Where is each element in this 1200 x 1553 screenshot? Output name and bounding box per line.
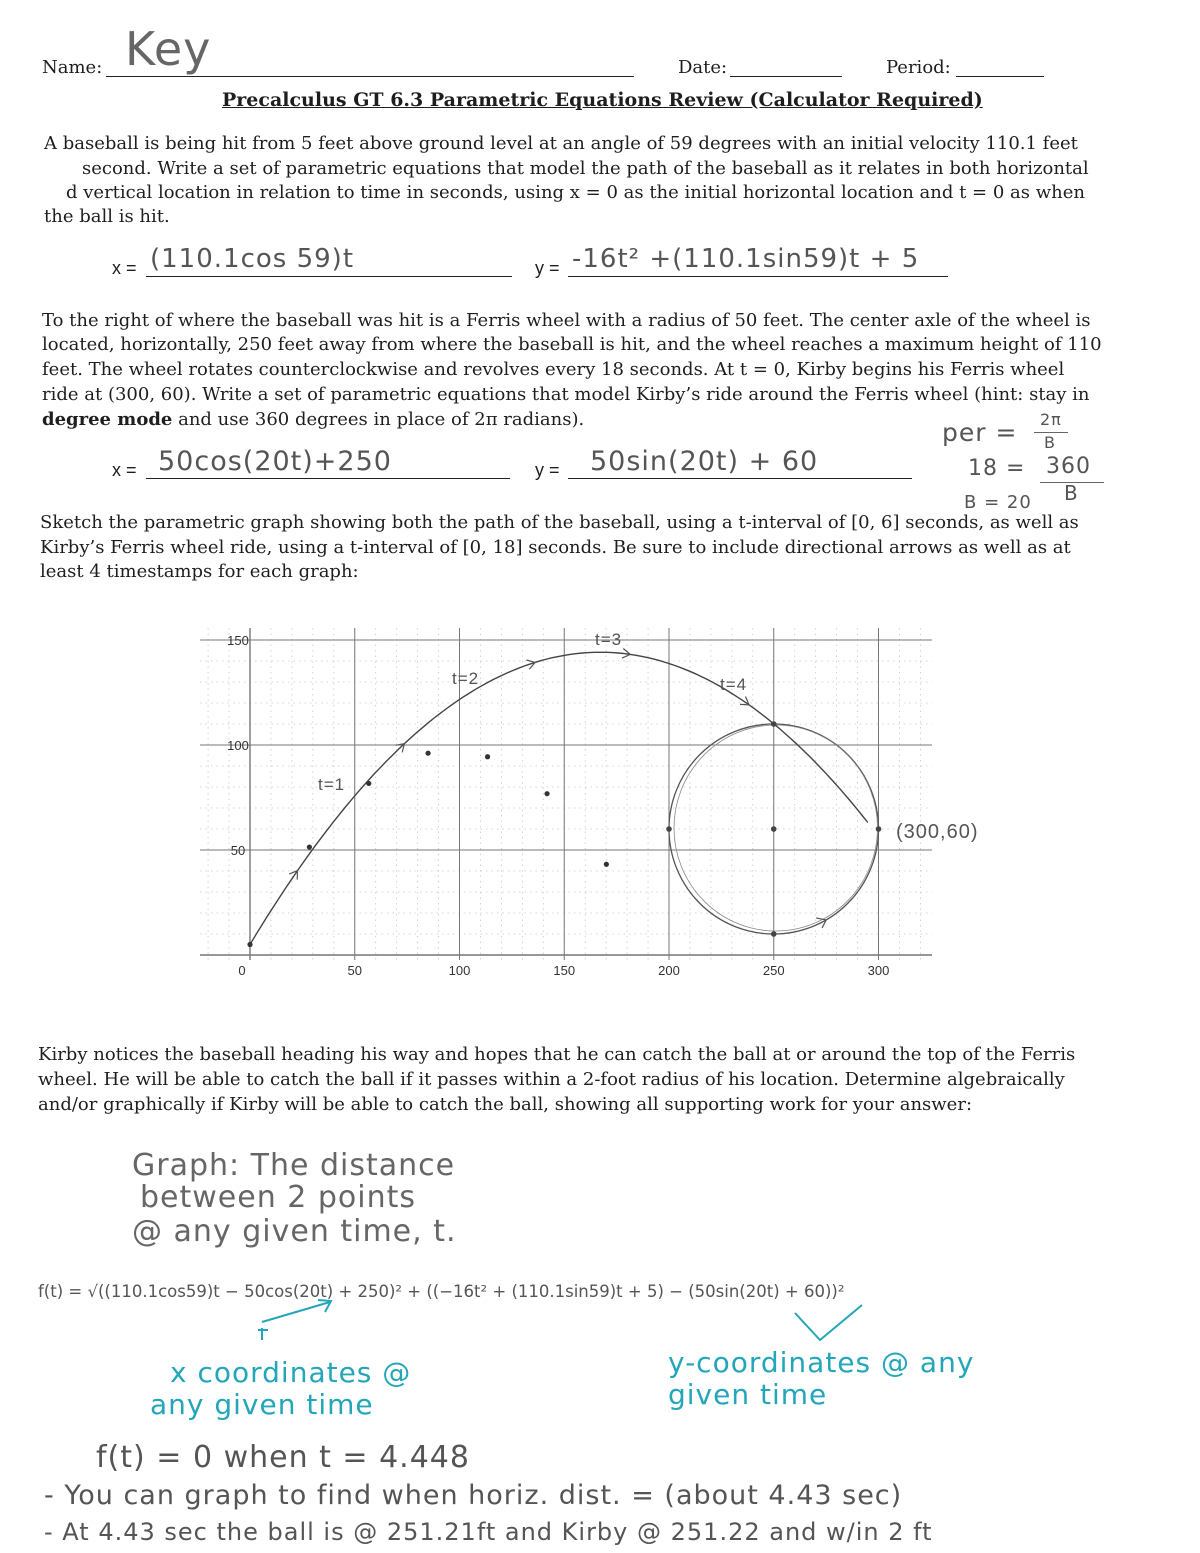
p2-x-answer[interactable]: 50cos(20t)+250 bbox=[158, 446, 392, 477]
date-label: Date: bbox=[678, 57, 728, 78]
problem1-line4: the ball is hit. bbox=[44, 206, 170, 227]
p2-y-answer[interactable]: 50sin(20t) + 60 bbox=[590, 446, 819, 477]
problem3-line3: least 4 timestamps for each graph: bbox=[40, 561, 359, 582]
x-tick-label-0: 0 bbox=[238, 963, 246, 978]
problem1-line2: second. Write a set of parametric equations that model the path of the baseball as it relates in both horizontal bbox=[82, 158, 1089, 179]
timestamp-t2-label: t=2 bbox=[452, 669, 480, 688]
problem2-line2: located, horizontally, 250 feet away from where the baseball is hit, and the wheel reaches a maximum height of 110 bbox=[42, 334, 1102, 355]
x-tick-label-250: 250 bbox=[762, 963, 785, 978]
result-line-1: f(t) = 0 when t = 4.448 bbox=[96, 1440, 470, 1475]
y-coord-note-2: given time bbox=[668, 1378, 828, 1411]
problem3-line2: Kirby’s Ferris wheel ride, using a t-interval of [0, 18] seconds. Be sure to include directional arrows as well as at bbox=[40, 537, 1071, 558]
p1-y-label: y = bbox=[535, 258, 560, 278]
p2-y-label: y = bbox=[535, 460, 560, 480]
problem2-line1: To the right of where the baseball was hit is a Ferris wheel with a radius of 50 feet. The center axle of the wheel is bbox=[42, 310, 1091, 331]
p2-x-label: x = bbox=[112, 460, 137, 480]
x-coord-note-2: any given time bbox=[150, 1388, 374, 1421]
name-label: Name: bbox=[42, 57, 103, 78]
period-label: Period: bbox=[886, 57, 951, 78]
p1-x-answer[interactable]: (110.1cos 59)t bbox=[150, 244, 355, 274]
problem1-line1: A baseball is being hit from 5 feet above ground level at an angle of 59 degrees with an initial velocity 110.1 feet bbox=[44, 133, 1078, 154]
timestamp-t4-label: t=4 bbox=[720, 675, 748, 694]
x-tick-label-200: 200 bbox=[658, 963, 680, 978]
side-frac2-den: B bbox=[1064, 481, 1079, 505]
problem4-line2: wheel. He will be able to catch the ball if it passes within a 2-foot radius of his location. Determine algebraically bbox=[38, 1069, 1065, 1090]
result-line-2: - You can graph to find when horiz. dist. = (about 4.43 sec) bbox=[44, 1480, 903, 1511]
side-frac1-num: 2π bbox=[1040, 410, 1062, 429]
x-tick-label-50: 50 bbox=[347, 963, 362, 978]
problem2-line4: ride at (300, 60). Write a set of parametric equations that model Kirby’s ride around the Ferris wheel (hint: stay in bbox=[42, 384, 1090, 405]
graph-note-3: @ any given time, t. bbox=[132, 1214, 457, 1249]
x-coord-note-1: x coordinates @ bbox=[170, 1356, 412, 1389]
y-tick-label-100: 100 bbox=[227, 738, 249, 753]
problem2-line5-rest: and use 360 degrees in place of 2π radians). bbox=[172, 409, 585, 430]
side-eq-left: 18 = bbox=[968, 456, 1026, 481]
page-title: Precalculus GT 6.3 Parametric Equations Review (Calculator Required) bbox=[222, 89, 983, 111]
x-tick-label-100: 100 bbox=[448, 963, 471, 978]
problem3-line1: Sketch the parametric graph showing both the path of the baseball, using a t-interval of [0, 6] seconds, as well as bbox=[40, 512, 1079, 533]
y-tick-label-50: 50 bbox=[230, 843, 246, 858]
wheel-start-label: (300,60) bbox=[896, 821, 979, 843]
side-frac2-num: 360 bbox=[1046, 454, 1091, 479]
problem4-line3: and/or graphically if Kirby will be able to catch the ball, showing all supporting work for your answer: bbox=[38, 1094, 973, 1115]
problem2-line3: feet. The wheel rotates counterclockwise and revolves every 18 seconds. At t = 0, Kirby begins his Ferris wheel bbox=[42, 359, 1065, 380]
x-tick-label-300: 300 bbox=[867, 963, 890, 978]
timestamp-t3-label: t=3 bbox=[595, 630, 623, 649]
problem1-line3: d vertical location in relation to time in seconds, using x = 0 as the initial horizontal location and t = 0 as when bbox=[66, 182, 1085, 203]
result-line-3: - At 4.43 sec the ball is @ 251.21ft and Kirby @ 251.22 and w/in 2 ft bbox=[44, 1518, 933, 1546]
graph-note-2: between 2 points bbox=[140, 1180, 417, 1215]
x-tick-label-150: 150 bbox=[553, 963, 576, 978]
p1-y-answer[interactable]: -16t² +(110.1sin59)t + 5 bbox=[572, 244, 920, 274]
y-tick-label-150: 150 bbox=[227, 633, 249, 648]
name-value[interactable]: Key bbox=[125, 22, 212, 76]
problem4-line1: Kirby notices the baseball heading his way and hopes that he can catch the ball at or around the top of the Ferris bbox=[38, 1044, 1076, 1065]
side-result: B = 20 bbox=[964, 492, 1032, 513]
side-per-label: per = bbox=[942, 418, 1018, 447]
p1-x-label: x = bbox=[112, 258, 137, 278]
graph-note-1: Graph: The distance bbox=[132, 1148, 456, 1183]
y-coord-note-1: y-coordinates @ any bbox=[668, 1346, 975, 1379]
degree-mode-bold: degree mode bbox=[42, 409, 173, 430]
side-frac1-den: B bbox=[1044, 433, 1056, 452]
timestamp-t1-label: t=1 bbox=[318, 775, 346, 794]
distance-formula: f(t) = √((110.1cos59)t − 50cos(20t) + 250)² + ((−16t² + (110.1sin59)t + 5) − (50sin(20t) + 60))² bbox=[38, 1282, 845, 1301]
